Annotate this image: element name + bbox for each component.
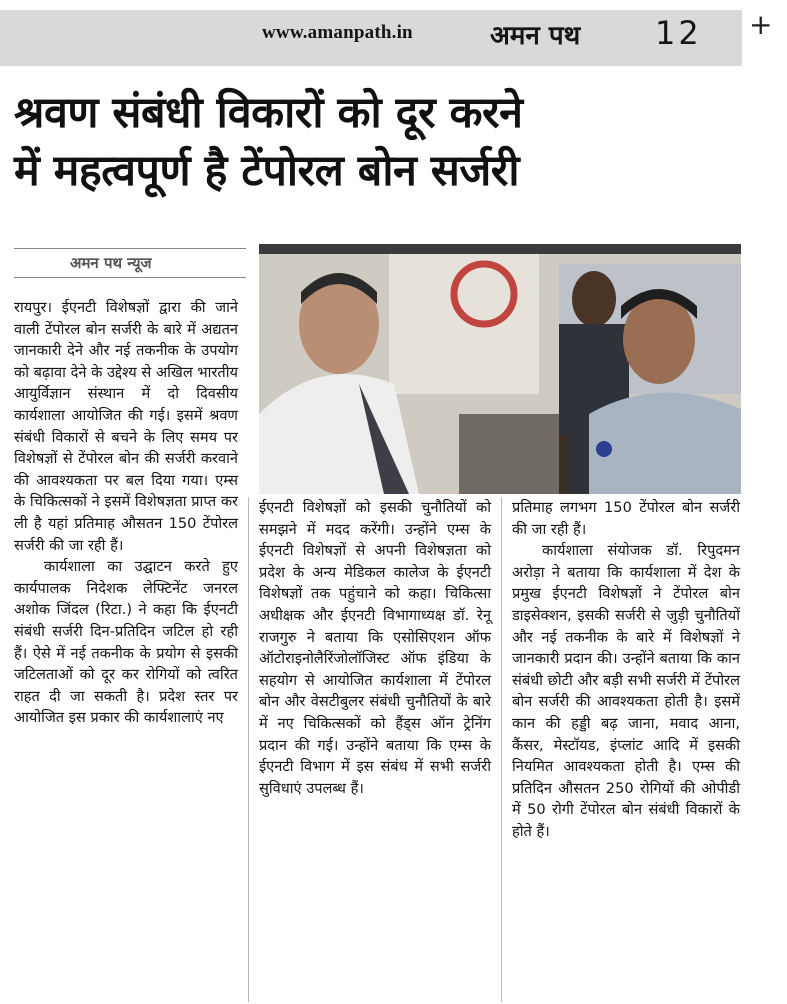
column-divider-1 [248,497,249,1002]
article-paragraph: प्रतिमाह लगभग 150 टेंपोरल बोन सर्जरी की जा रही हैं। [512,499,740,538]
byline-text: अमन पथ न्यूज [70,254,152,272]
article-column-3 [512,497,740,843]
article-column-1 [14,297,238,729]
byline [14,248,246,278]
article-paragraph: ईएनटी विशेषज्ञों को इसकी चुनौतियों को समझने में मदद करेंगी। उन्होंने एम्स के ईएनटी विशेषज्ञों से अपनी विशेषज्ञता को प्रदेश के अन्य मेडिकल कालेज के ईएनटी विशेषज्ञों तक पहुंचाने को कहा। चिकित्सा अधीक्षक और ईएनटी विभागाध्यक्ष डॉ. रेनू राजगुरु ने बताया कि एसोसिएशन ऑफ ऑटोराइनोलैरिंजोलॉजिस्ट ऑफ इंडिया के सहयोग से आयोजित कार्यशाला में टेंपोरल बोन और वेसटीबुलर संबंधी चुनौतियों के बारे में नए चिकित्सकों को हैंड्स ऑन ट्रेनिंग प्रदान की गई। उन्होंने बताया कि एम्स के ईएनटी विभाग में इस संबंध में सभी सर्जरी सुविधाएं उपलब्ध हैं। [259,499,491,797]
article-column-2 [259,497,491,799]
site-url: www.amanpath.in [262,22,413,43]
column-divider-2 [501,497,502,1002]
page-number: 12 [655,14,702,52]
article-paragraph: कार्यशाला संयोजक डॉ. रिपुदमन अरोड़ा ने बताया कि कार्यशाला में देश के प्रमुख ईएनटी विशेषज्ञों ने टेंपोरल बोन डाइसेक्शन, इसकी सर्जरी से जुड़ी चुनौतियों और नई तकनीक के बारे में विशेषज्ञों ने जानकारी प्रदान की। उन्होंने बताया कि कान संबंधी छोटी और बड़ी सभी सर्जरी में टेंपोरल बोन सर्जरी की आवश्यकता होती है। इसमें कान की हड्डी बढ़ जाना, मवाद आना, कैंसर, मेस्टॉयड, इंप्लांट आदि में इसकी नियमित आवश्यकता होती है। एम्स की प्रतिदिन औसतन 250 रोगियों की ओपीडी में 50 रोगी टेंपोरल बोन संबंधी विकारों के होते हैं। [512,542,740,840]
headline-line-2: में महत्वपूर्ण है टेंपोरल बोन सर्जरी [14,146,519,196]
headline-line-1: श्रवण संबंधी विकारों को दूर करने [14,88,523,138]
headline [14,84,749,200]
news-photo [259,244,741,494]
crop-mark: + [749,8,773,41]
article-paragraph: रायपुर। ईएनटी विशेषज्ञों द्वारा की जाने वाली टेंपोरल बोन सर्जरी के बारे में अद्यतन जानकारी देने और नई तकनीक के उपयोग को बढ़ावा देने के उद्देश्य से अखिल भारतीय आयुर्विज्ञान संस्थान में दो दिवसीय कार्यशाला आयोजित की गई। इसमें श्रवण संबंधी विकारों से बचने के लिए समय पर विशेषज्ञों से टेंपोरल बोन की सर्जरी करवाने की आवश्यकता पर बल दिया गया। एम्स के चिकित्सकों ने इसमें विशेषज्ञता प्राप्त कर ली है यहां प्रतिमाह औसतन 150 टेंपोरल सर्जरी की जा रही हैं। [14,299,238,554]
newspaper-name: अमन पथ [490,21,581,51]
article-paragraph: कार्यशाला का उद्घाटन करते हुए कार्यपालक निदेशक लेफ्टिनेंट जनरल अशोक जिंदल (रिटा.) ने कहा कि ईएनटी संबंधी सर्जरी दिन-प्रतिदिन जटिल हो रही हैं। ऐसे में नई तकनीक के प्रयोग से इसकी जटिलताओं को दूर कर रोगियों को त्वरित राहत दी जा सकती है। प्रदेश स्तर पर आयोजित इस प्रकार की कार्यशालाएं नए [14,558,238,727]
news-photo-illustration [259,244,741,494]
